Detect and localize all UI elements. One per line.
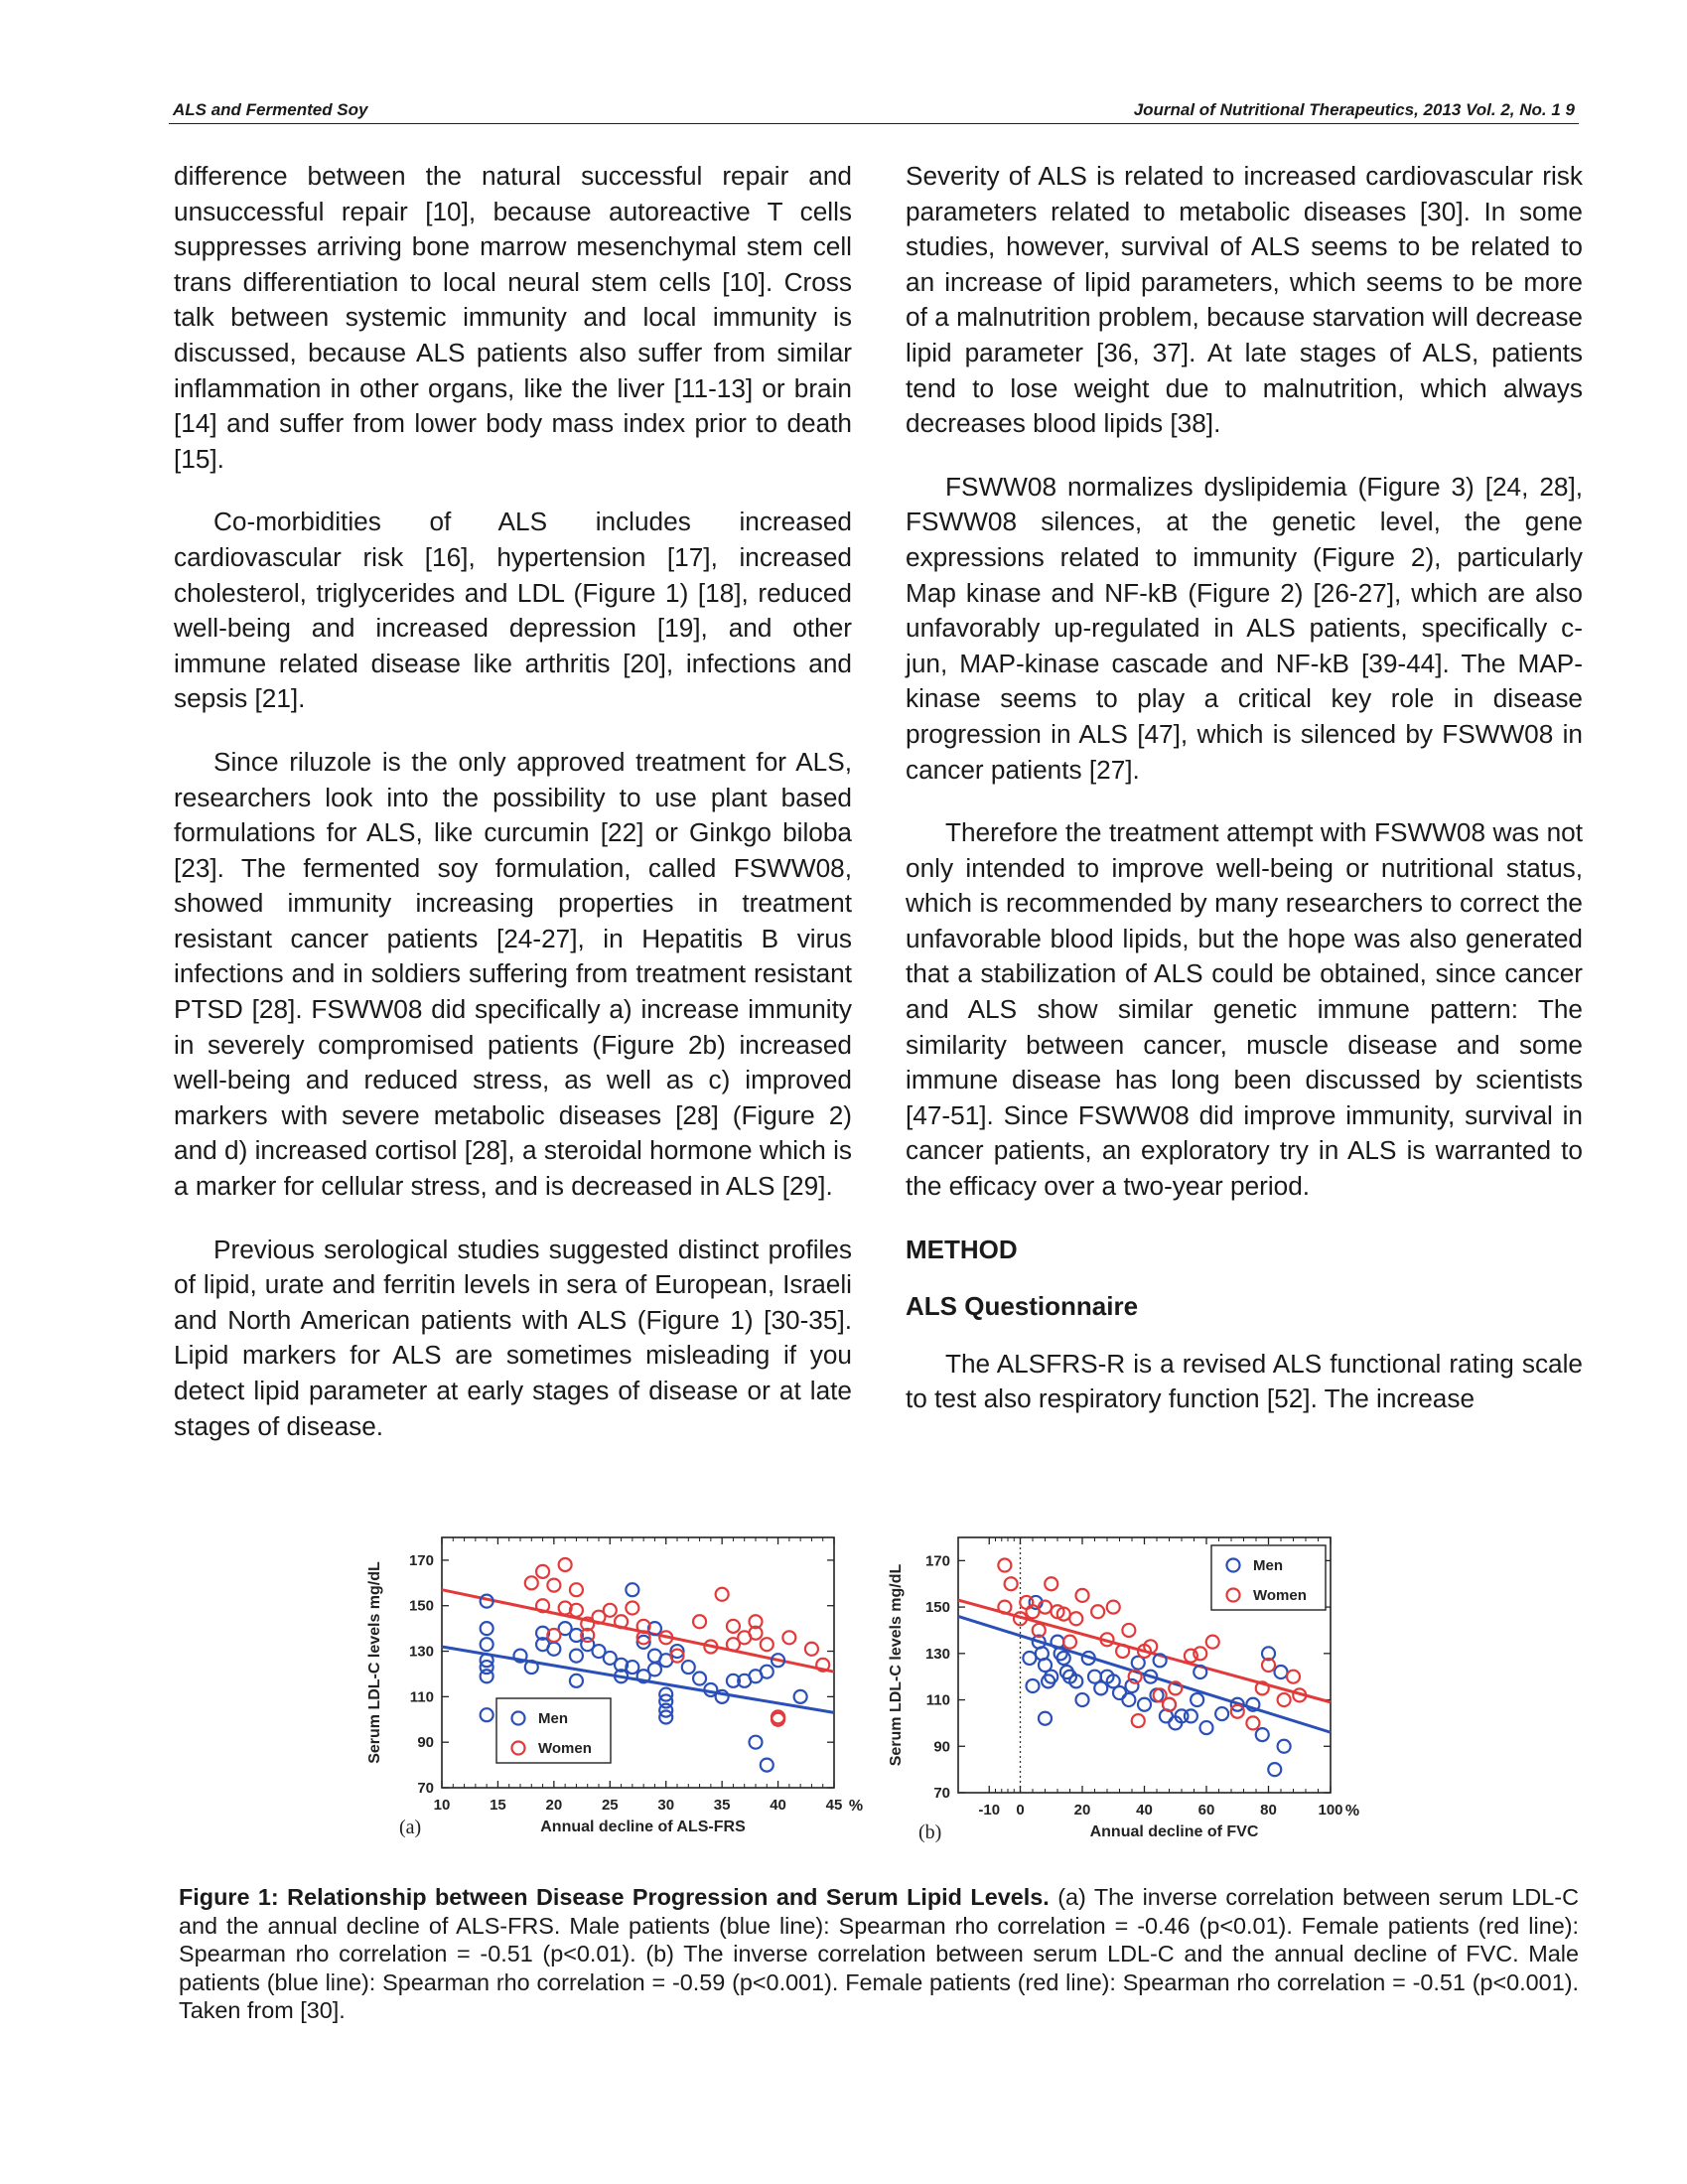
data-point-men xyxy=(570,1650,583,1663)
data-point-women xyxy=(782,1631,795,1644)
paragraph: Previous serological studies suggested distinct profiles of lipid, urate and ferritin levels in sera of European, Israeli and North American patients with ALS (Figure 1) [30-35]. Lipid markers for ALS are sometimes misleading if you detect lipid parameter at early stages of disease or at late stages of disease. xyxy=(174,1234,852,1441)
data-point-women xyxy=(1206,1636,1219,1649)
data-point-men xyxy=(1039,1712,1052,1725)
y-tick-label: 170 xyxy=(924,1552,950,1570)
data-point-women xyxy=(559,1558,572,1571)
x-tick-label: 60 xyxy=(1197,1802,1215,1819)
data-point-men xyxy=(481,1638,493,1651)
data-point-women xyxy=(1185,1650,1197,1663)
data-point-women xyxy=(547,1579,560,1592)
caption-title: Figure 1: Relationship between Disease Progression and Serum Lipid Levels. xyxy=(179,1884,1050,1910)
paragraph: difference between the natural successful repair and unsuccessful repair [10], because autoreactive T cells suppresses arriving bone marrow mesenchymal stem cell trans differentiation to local neural stem cells [10]. Cross talk between systemic immunity and local immunity is discussed, because ALS patients also suffer from similar inflammation in other organs, like the liver [11-13] or brain [14] and suffer from lower body mass index prior to death [15]. xyxy=(174,161,852,474)
legend-label-women: Women xyxy=(538,1740,592,1757)
y-axis-label: Serum LDL-C levels mg/dL xyxy=(366,1561,383,1764)
data-point-women xyxy=(1278,1693,1291,1706)
panel-label: (a) xyxy=(399,1817,422,1838)
x-axis-label: Annual decline of FVC xyxy=(1089,1823,1259,1840)
data-point-women xyxy=(1287,1671,1300,1683)
x-tick-label: 80 xyxy=(1260,1802,1277,1819)
x-tick-label: 20 xyxy=(545,1797,563,1814)
data-point-men xyxy=(626,1583,638,1596)
x-unit-label: % xyxy=(848,1798,864,1815)
x-tick-label: 25 xyxy=(601,1797,619,1814)
running-header xyxy=(169,99,1579,124)
data-point-women xyxy=(1069,1612,1082,1625)
data-point-women xyxy=(1063,1636,1076,1649)
data-point-women xyxy=(536,1565,549,1578)
data-point-women xyxy=(1122,1624,1135,1637)
data-point-men xyxy=(570,1674,583,1687)
x-tick-label: -10 xyxy=(978,1802,1001,1819)
x-tick-label: 20 xyxy=(1073,1802,1091,1819)
data-point-men xyxy=(693,1673,706,1685)
y-tick-label: 130 xyxy=(408,1643,434,1661)
data-point-women xyxy=(626,1602,638,1615)
x-unit-label: % xyxy=(1344,1803,1360,1820)
paragraph: Since riluzole is the only approved treatment for ALS, researchers look into the possibility to use plant based formulations for ALS, like curcumin [22] or Ginkgo biloba [23]. The fermented soy formulation, called FSWW08, showed immunity increasing properties in treatment resistant cancer patients [24-27], in Hepatitis B virus infections and in soldiers suffering from treatment resistant PTSD [28]. FSWW08 did specifically a) increase immunity in severely compromised patients (Figure 2b) increased well-being and reduced stress, as well as c) improved markers with severe metabolic diseases [28] (Figure 2) and d) increased cortisol [28], a steroidal hormone which is a marker for cellular stress, and is decreased in ALS [29]. xyxy=(174,746,852,1202)
y-axis-label: Serum LDL-C levels mg/dL xyxy=(888,1563,905,1767)
y-tick-label: 110 xyxy=(409,1688,434,1706)
data-point-men xyxy=(1138,1698,1151,1711)
data-point-men xyxy=(481,1708,493,1721)
header-short-title: ALS and Fermented Soy xyxy=(173,100,368,119)
data-point-men xyxy=(761,1759,773,1772)
data-point-women xyxy=(1076,1589,1089,1602)
data-point-women xyxy=(1163,1698,1176,1711)
legend-label-men: Men xyxy=(538,1710,568,1727)
data-point-men xyxy=(1275,1666,1288,1678)
data-point-women xyxy=(1107,1601,1120,1614)
y-tick-label: 90 xyxy=(417,1734,434,1752)
y-tick-label: 170 xyxy=(408,1551,434,1569)
paragraph: Severity of ALS is related to increased cardiovascular risk parameters related to metabolic diseases [30]. In some studies, however, survival of ALS seems to be related to an increase of lipid parameters, which seems to be more of a malnutrition problem, because starvation will decrease lipid parameter [36, 37]. At late stages of ALS, patients tend to lose weight due to malnutrition, which always decreases blood lipids [38]. xyxy=(906,161,1583,439)
x-tick-label: 40 xyxy=(1136,1802,1153,1819)
data-point-men xyxy=(794,1690,807,1703)
y-tick-label: 110 xyxy=(925,1691,950,1709)
data-point-women xyxy=(1194,1647,1206,1660)
caption-body: (a) The inverse correlation between serum LDL-C and the annual decline of ALS-FRS. Male patients (blue line): Spearman rho correlation = -0.46 (p<0.01). Female patients (red line): Spearman rho correlation = -0.51 (p<0.01). (b) The inverse correlation between serum LDL-C and the annual decline of FVC. Male patients (blue line): Spearman rho correlation = -0.59 (p<0.001). Female patients (red line): Spearman rho correlation = -0.51 (p<0.001). Taken from [30]. xyxy=(179,1884,1579,2024)
data-point-men xyxy=(716,1690,729,1703)
data-point-women xyxy=(1246,1716,1259,1729)
x-tick-label: 15 xyxy=(490,1797,506,1814)
data-point-men xyxy=(1185,1709,1197,1722)
data-point-men xyxy=(1215,1707,1228,1720)
data-point-men xyxy=(648,1663,661,1675)
data-point-women xyxy=(1005,1577,1018,1590)
data-point-men xyxy=(1278,1740,1291,1753)
paragraph: Therefore the treatment attempt with FSWW08 was not only intended to improve well-being or nutritional status, which is recommended by many researchers to correct the unfavorable blood lipids, but the hope was also generated that a stabilization of ALS could be obtained, since cancer and ALS show similar genetic immune pattern: The similarity between cancer, muscle disease and some immune disease has long been discussed by scientists [47-51]. Since FSWW08 did improve immunity, survival in cancer patients, an exploratory try in ALS is warranted to the efficacy over a two-year period. xyxy=(906,817,1583,1202)
header-journal-info: Journal of Nutritional Therapeutics, 2013 Vol. 2, No. 1 9 xyxy=(1133,100,1575,119)
y-tick-label: 70 xyxy=(933,1785,950,1802)
data-point-men xyxy=(1122,1693,1135,1706)
data-point-men xyxy=(1076,1693,1089,1706)
data-point-women xyxy=(604,1604,617,1617)
y-tick-label: 150 xyxy=(924,1599,950,1617)
data-point-women xyxy=(805,1643,818,1656)
data-point-men xyxy=(761,1666,773,1678)
data-point-men xyxy=(682,1661,695,1674)
x-axis-label: Annual decline of ALS-FRS xyxy=(540,1819,746,1835)
x-tick-label: 10 xyxy=(433,1797,451,1814)
legend-label-women: Women xyxy=(1253,1587,1307,1604)
data-point-men xyxy=(1191,1693,1203,1706)
paragraph: FSWW08 normalizes dyslipidemia (Figure 3) [24, 28], FSWW08 silences, at the genetic level, the gene expressions related to immunity (Figure 2), particularly Map kinase and NF-kB (Figure 2) [26-27], which are also unfavorably up-regulated in ALS patients, specifically c-jun, MAP-kinase cascade and NF-kB [39-44]. The MAP-kinase seems to play a critical key role in disease progression in ALS [47], which is silenced by FSWW08 in cancer patients [27]. xyxy=(906,471,1583,785)
data-point-women xyxy=(727,1620,740,1633)
data-point-men xyxy=(1256,1728,1269,1741)
data-point-women xyxy=(570,1583,583,1596)
figure-caption xyxy=(179,1883,1579,2025)
right-column xyxy=(906,159,1583,1417)
data-point-men xyxy=(481,1622,493,1635)
data-point-women xyxy=(693,1615,706,1628)
left-column xyxy=(174,159,852,1444)
scatter-chart-b xyxy=(879,1520,1395,1882)
y-tick-label: 150 xyxy=(408,1597,434,1615)
subsection-heading-questionnaire: ALS Questionnaire xyxy=(906,1291,1139,1322)
data-point-men xyxy=(1027,1679,1040,1692)
x-tick-label: 100 xyxy=(1318,1802,1343,1819)
data-point-women xyxy=(761,1638,773,1651)
panel-label: (b) xyxy=(918,1821,942,1843)
paragraph: Co-morbidities of ALS includes increased cardiovascular risk [16], hypertension [17], increased cholesterol, triglycerides and LDL (Figure 1) [18], reduced well-being and increased depression [19], and other immune related disease like arthritis [20], infections and sepsis [21]. xyxy=(174,507,852,714)
figure-1 xyxy=(357,1520,1400,1882)
data-point-women xyxy=(998,1559,1011,1572)
data-point-men xyxy=(1200,1721,1213,1734)
x-tick-label: 40 xyxy=(770,1797,786,1814)
scatter-chart-a xyxy=(357,1520,874,1882)
y-tick-label: 70 xyxy=(417,1780,434,1797)
data-point-women xyxy=(1132,1714,1145,1727)
y-tick-label: 130 xyxy=(924,1645,950,1663)
data-point-women xyxy=(1045,1577,1057,1590)
x-tick-label: 30 xyxy=(657,1797,675,1814)
paragraph: The ALSFRS-R is a revised ALS functional rating scale to test also respiratory function [52]. The increase xyxy=(906,1348,1583,1414)
data-point-women xyxy=(1020,1596,1033,1609)
data-point-men xyxy=(481,1670,493,1682)
section-heading-method: METHOD xyxy=(906,1234,1018,1264)
data-point-men xyxy=(750,1736,763,1749)
y-tick-label: 90 xyxy=(933,1738,950,1756)
data-point-women xyxy=(525,1576,538,1589)
x-tick-label: 0 xyxy=(1016,1802,1025,1819)
legend-label-men: Men xyxy=(1253,1557,1283,1574)
x-tick-label: 35 xyxy=(713,1797,731,1814)
x-tick-label: 45 xyxy=(825,1797,843,1814)
data-point-women xyxy=(716,1588,729,1601)
data-point-men xyxy=(1023,1652,1036,1665)
data-point-women xyxy=(1091,1605,1104,1618)
data-point-men xyxy=(1268,1763,1281,1776)
data-point-men xyxy=(547,1643,560,1656)
